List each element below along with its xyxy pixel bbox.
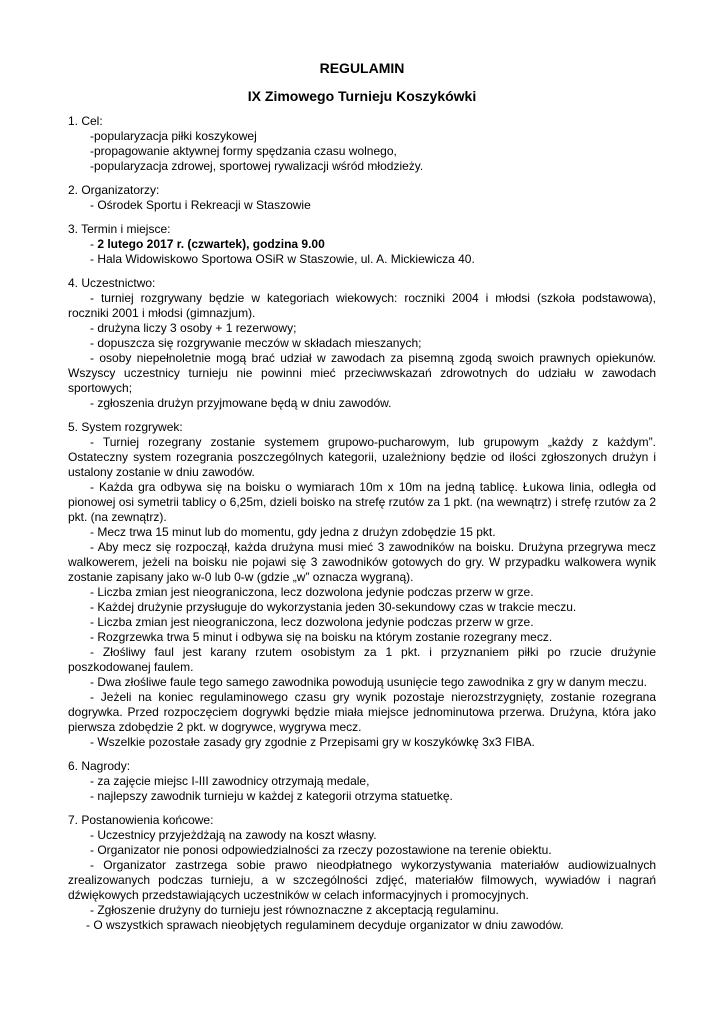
event-date-dash: -: [90, 237, 98, 251]
section-uczestnictwo: [68, 276, 656, 411]
section-heading: 2. Organizatorzy:: [68, 183, 160, 197]
list-item: - O wszystkich sprawach nieobjętych regulaminem decyduje organizator w dniu zawodów.: [86, 918, 564, 932]
document-page: [68, 60, 656, 933]
list-item: -propagowanie aktywnej formy spędzania czasu wolnego,: [90, 144, 397, 158]
list-item: - Złośliwy faul jest karany rzutem osobistym za 1 pkt. i przyznaniem piłki po rzucie drużynie poszkodowanej faulem.: [68, 645, 656, 674]
event-date: [68, 237, 656, 252]
list-item: - zgłoszenia drużyn przyjmowane będą w dniu zawodów.: [90, 396, 392, 410]
section-heading: 5. System rozgrywek:: [68, 420, 183, 434]
list-item: - najlepszy zawodnik turnieju w każdej z kategorii otrzyma statuetkę.: [90, 789, 453, 803]
list-item: - Jeżeli na koniec regulaminowego czasu gry wynik pozostaje nierozstrzygnięty, zostanie rozegrana dogrywka. Przed rozpoczęciem dogrywki będzie miała miejsce jednominutowa przerwa. Drużyna, która jako pierwsza zdobędzie 2 pkt. w dogrywce, wygrywa mecz.: [68, 690, 656, 734]
section-termin: [68, 222, 656, 267]
list-item: - Każdej drużynie przysługuje do wykorzystania jeden 30-sekundowy czas w trakcie meczu.: [90, 600, 577, 614]
section-nagrody: [68, 759, 656, 804]
list-item: - Wszelkie pozostałe zasady gry zgodnie z Przepisami gry w koszykówkę 3x3 FIBA.: [90, 735, 535, 749]
section-organizatorzy: [68, 183, 656, 213]
list-item: - Organizator zastrzega sobie prawo nieodpłatnego wykorzystywania materiałów audiowizualnych zrealizowanych podczas turnieju, a w szczególności zdjęć, materiałów filmowych, wywiadów i nagrań dźwiękowych przedstawiających uczestników w celach informacyjnych i promocyjnych.: [68, 858, 656, 902]
document-subtitle: IX Zimowego Turnieju Koszykówki: [247, 88, 477, 104]
section-postanowienia: [68, 813, 656, 933]
list-item: - drużyna liczy 3 osoby + 1 rezerwowy;: [90, 321, 297, 335]
list-item: - Liczba zmian jest nieograniczona, lecz dozwolona jedynie podczas przerw w grze.: [90, 615, 534, 629]
list-item: - Każda gra odbywa się na boisku o wymiarach 10m x 10m na jedną tablicę. Łukowa linia, odległa od pionowej osi symetrii tablicy o 6,25m, dzieli boisko na strefę rzutów za 1 pkt. (na wewnątrz) i strefę rzutów za 2 pkt. (na zewnątrz).: [68, 480, 656, 524]
section-heading: 3. Termin i miejsce:: [68, 222, 171, 236]
section-cel: [68, 114, 656, 174]
list-item: - Uczestnicy przyjeżdżają na zawody na koszt własny.: [90, 828, 377, 842]
list-item: - dopuszcza się rozgrywanie meczów w składach mieszanych;: [90, 336, 422, 350]
section-heading: 4. Uczestnictwo:: [68, 276, 156, 290]
list-item: - Zgłoszenie drużyny do turnieju jest równoznaczne z akceptacją regulaminu.: [90, 903, 499, 917]
list-item: - Aby mecz się rozpoczął, każda drużyna musi mieć 3 zawodników na boisku. Drużyna przegrywa mecz walkowerem, jeżeli na boisku nie pojawi się 3 zawodników gotowych do gry. W przypadku walkowera wynik zostanie zapisany jako w-0 lub 0-w (gdzie „w” oznacza wygraną).: [68, 540, 656, 584]
list-item: - turniej rozgrywany będzie w kategoriach wiekowych: roczniki 2004 i młodsi (szkoła podstawowa), roczniki 2001 i młodsi (gimnazjum).: [68, 291, 656, 320]
list-item: - Ośrodek Sportu i Rekreacji w Staszowie: [90, 198, 311, 212]
list-item: -popularyzacja zdrowej, sportowej rywalizacji wśród młodzieży.: [90, 159, 424, 173]
document-title: REGULAMIN: [319, 60, 405, 76]
event-place: - Hala Widowiskowo Sportowa OSiR w Staszowie, ul. A. Mickiewicza 40.: [90, 252, 475, 266]
event-date-text: 2 lutego 2017 r. (czwartek), godzina 9.00: [97, 237, 325, 251]
section-heading: 6. Nagrody:: [68, 759, 131, 773]
list-item: - Organizator nie ponosi odpowiedzialności za rzeczy pozostawione na terenie obiektu.: [90, 843, 552, 857]
section-system: [68, 420, 656, 750]
list-item: - Mecz trwa 15 minut lub do momentu, gdy jedna z drużyn zdobędzie 15 pkt.: [90, 525, 496, 539]
list-item: - osoby niepełnoletnie mogą brać udział w zawodach za pisemną zgodą swoich prawnych opiekunów. Wszyscy uczestnicy turnieju nie powinni mieć przeciwwskazań zdrowotnych do udziału w zawodach sportowych;: [68, 351, 656, 395]
list-item: - Liczba zmian jest nieograniczona, lecz dozwolona jedynie podczas przerw w grze.: [90, 585, 534, 599]
section-heading: 1. Cel:: [68, 114, 103, 128]
section-heading: 7. Postanowienia końcowe:: [68, 813, 214, 827]
list-item: - Turniej rozegrany zostanie systemem grupowo-pucharowym, lub grupowym „każdy z każdym”. Ostateczny system rozegrania poszczególnych kategorii, uzależniony będzie od ilości zgłoszonych drużyn i ustalony zostanie w dniu zawodów.: [68, 435, 656, 479]
list-item: -popularyzacja piłki koszykowej: [90, 129, 257, 143]
list-item: - Rozgrzewka trwa 5 minut i odbywa się na boisku na którym zostanie rozegrany mecz.: [90, 630, 553, 644]
list-item: - Dwa złośliwe faule tego samego zawodnika powodują usunięcie tego zawodnika z gry w danym meczu.: [90, 675, 647, 689]
list-item: - za zajęcie miejsc I-III zawodnicy otrzymają medale,: [90, 774, 370, 788]
